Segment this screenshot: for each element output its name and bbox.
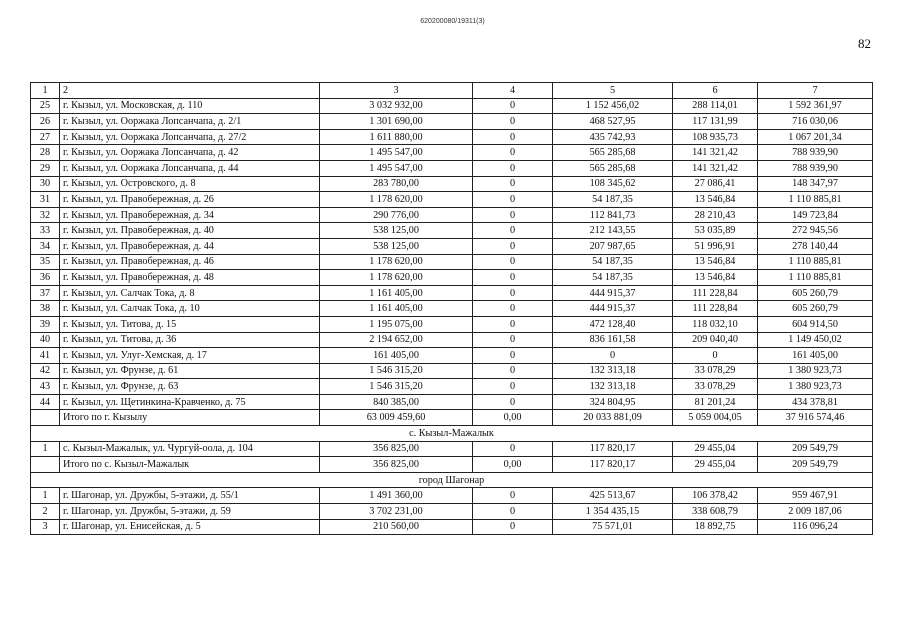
address-cell: Итого по г. Кызылу bbox=[60, 410, 320, 426]
col7-cell: 1 110 885,81 bbox=[758, 192, 873, 208]
address-cell: г. Кызыл, ул. Ооржака Лопсанчапа, д. 42 bbox=[60, 145, 320, 161]
col6-cell: 33 078,29 bbox=[673, 363, 758, 379]
address-cell: 2 bbox=[60, 83, 320, 99]
row-number-cell: 34 bbox=[31, 238, 60, 254]
table-row bbox=[31, 348, 873, 364]
col3-cell: 1 178 620,00 bbox=[320, 192, 473, 208]
address-cell: г. Шагонар, ул. Дружбы, 5-этажи, д. 59 bbox=[60, 504, 320, 520]
row-number-cell: 31 bbox=[31, 192, 60, 208]
col3-cell: 1 611 880,00 bbox=[320, 129, 473, 145]
table-row bbox=[31, 192, 873, 208]
col4-cell: 0 bbox=[473, 176, 553, 192]
col7-cell: 788 939,90 bbox=[758, 160, 873, 176]
row-number-cell: 26 bbox=[31, 114, 60, 130]
col6-cell: 117 131,99 bbox=[673, 114, 758, 130]
row-number-cell: 36 bbox=[31, 270, 60, 286]
address-cell: г. Шагонар, ул. Енисейская, д. 5 bbox=[60, 519, 320, 535]
col4-cell: 0 bbox=[473, 129, 553, 145]
row-number-cell: 29 bbox=[31, 160, 60, 176]
page-number: 82 bbox=[858, 36, 871, 51]
section-title: город Шагонар bbox=[31, 472, 873, 488]
col3-cell: 538 125,00 bbox=[320, 238, 473, 254]
table-row bbox=[31, 379, 873, 395]
col6-cell: 111 228,84 bbox=[673, 301, 758, 317]
col6-cell: 27 086,41 bbox=[673, 176, 758, 192]
col7-cell: 148 347,97 bbox=[758, 176, 873, 192]
col6-cell: 53 035,89 bbox=[673, 223, 758, 239]
col4-cell: 0 bbox=[473, 98, 553, 114]
row-number-cell: 44 bbox=[31, 394, 60, 410]
col5-cell: 117 820,17 bbox=[553, 457, 673, 473]
row-number-cell: 39 bbox=[31, 316, 60, 332]
row-number-cell: 1 bbox=[31, 83, 60, 99]
col6-cell: 6 bbox=[673, 83, 758, 99]
col7-cell: 1 380 923,73 bbox=[758, 363, 873, 379]
col7-cell: 116 096,24 bbox=[758, 519, 873, 535]
address-cell: г. Кызыл, ул. Правобережная, д. 26 bbox=[60, 192, 320, 208]
col3-cell: 1 495 547,00 bbox=[320, 160, 473, 176]
row-number-cell: 37 bbox=[31, 285, 60, 301]
row-number-cell: 33 bbox=[31, 223, 60, 239]
col6-cell: 13 546,84 bbox=[673, 270, 758, 286]
col6-cell: 111 228,84 bbox=[673, 285, 758, 301]
col5-cell: 54 187,35 bbox=[553, 254, 673, 270]
col5-cell: 836 161,58 bbox=[553, 332, 673, 348]
address-cell: г. Кызыл, ул. Титова, д. 36 bbox=[60, 332, 320, 348]
col6-cell: 28 210,43 bbox=[673, 207, 758, 223]
table-row bbox=[31, 504, 873, 520]
col3-cell: 2 194 652,00 bbox=[320, 332, 473, 348]
col6-cell: 108 935,73 bbox=[673, 129, 758, 145]
document-code: 620200080/19311(3) bbox=[420, 18, 485, 25]
table-row bbox=[31, 488, 873, 504]
row-number-cell: 3 bbox=[31, 519, 60, 535]
address-cell: г. Шагонар, ул. Дружбы, 5-этажи, д. 55/1 bbox=[60, 488, 320, 504]
col6-cell: 118 032,10 bbox=[673, 316, 758, 332]
col7-cell: 7 bbox=[758, 83, 873, 99]
col3-cell: 1 178 620,00 bbox=[320, 254, 473, 270]
row-number-cell: 35 bbox=[31, 254, 60, 270]
col5-cell: 54 187,35 bbox=[553, 192, 673, 208]
col6-cell: 29 455,04 bbox=[673, 441, 758, 457]
address-cell: с. Кызыл-Мажалык, ул. Чургуй-оола, д. 104 bbox=[60, 441, 320, 457]
col5-cell: 212 143,55 bbox=[553, 223, 673, 239]
col7-cell: 1 067 201,34 bbox=[758, 129, 873, 145]
address-cell: г. Кызыл, ул. Московская, д. 110 bbox=[60, 98, 320, 114]
row-number-cell: 28 bbox=[31, 145, 60, 161]
address-cell: г. Кызыл, ул. Салчак Тока, д. 8 bbox=[60, 285, 320, 301]
col7-cell: 605 260,79 bbox=[758, 301, 873, 317]
col4-cell: 4 bbox=[473, 83, 553, 99]
col5-cell: 565 285,68 bbox=[553, 145, 673, 161]
col7-cell: 149 723,84 bbox=[758, 207, 873, 223]
col6-cell: 33 078,29 bbox=[673, 379, 758, 395]
col7-cell: 209 549,79 bbox=[758, 441, 873, 457]
col6-cell: 141 321,42 bbox=[673, 160, 758, 176]
col3-cell: 538 125,00 bbox=[320, 223, 473, 239]
col6-cell: 5 059 004,05 bbox=[673, 410, 758, 426]
col6-cell: 288 114,01 bbox=[673, 98, 758, 114]
col5-cell: 108 345,62 bbox=[553, 176, 673, 192]
col4-cell: 0 bbox=[473, 160, 553, 176]
col6-cell: 141 321,42 bbox=[673, 145, 758, 161]
address-cell: Итого по с. Кызыл-Мажалык bbox=[60, 457, 320, 473]
table-row bbox=[31, 316, 873, 332]
col3-cell: 1 178 620,00 bbox=[320, 270, 473, 286]
col5-cell: 472 128,40 bbox=[553, 316, 673, 332]
row-number-cell: 32 bbox=[31, 207, 60, 223]
col3-cell: 3 702 231,00 bbox=[320, 504, 473, 520]
register-table-body bbox=[31, 83, 873, 535]
col7-cell: 1 110 885,81 bbox=[758, 270, 873, 286]
address-cell: г. Кызыл, ул. Щетинкина-Кравченко, д. 75 bbox=[60, 394, 320, 410]
table-row bbox=[31, 145, 873, 161]
address-cell: г. Кызыл, ул. Салчак Тока, д. 10 bbox=[60, 301, 320, 317]
table-row bbox=[31, 98, 873, 114]
col4-cell: 0 bbox=[473, 441, 553, 457]
col6-cell: 81 201,24 bbox=[673, 394, 758, 410]
col3-cell: 1 301 690,00 bbox=[320, 114, 473, 130]
col7-cell: 278 140,44 bbox=[758, 238, 873, 254]
col7-cell: 272 945,56 bbox=[758, 223, 873, 239]
col3-cell: 356 825,00 bbox=[320, 441, 473, 457]
col4-cell: 0 bbox=[473, 363, 553, 379]
col4-cell: 0 bbox=[473, 332, 553, 348]
table-row bbox=[31, 270, 873, 286]
col7-cell: 1 110 885,81 bbox=[758, 254, 873, 270]
address-cell: г. Кызыл, ул. Правобережная, д. 48 bbox=[60, 270, 320, 286]
col7-cell: 37 916 574,46 bbox=[758, 410, 873, 426]
col5-cell: 565 285,68 bbox=[553, 160, 673, 176]
section-title: с. Кызыл-Мажалык bbox=[31, 426, 873, 442]
address-cell: г. Кызыл, ул. Правобережная, д. 46 bbox=[60, 254, 320, 270]
col3-cell: 1 161 405,00 bbox=[320, 285, 473, 301]
col4-cell: 0 bbox=[473, 316, 553, 332]
table-row bbox=[31, 332, 873, 348]
row-number-cell: 38 bbox=[31, 301, 60, 317]
col3-cell: 1 195 075,00 bbox=[320, 316, 473, 332]
row-number-cell: 1 bbox=[31, 488, 60, 504]
col5-cell: 425 513,67 bbox=[553, 488, 673, 504]
row-number-cell: 30 bbox=[31, 176, 60, 192]
table-row bbox=[31, 394, 873, 410]
address-cell: г. Кызыл, ул. Ооржака Лопсанчапа, д. 44 bbox=[60, 160, 320, 176]
table-row bbox=[31, 519, 873, 535]
col4-cell: 0 bbox=[473, 114, 553, 130]
row-number-cell: 2 bbox=[31, 504, 60, 520]
row-number-cell: 40 bbox=[31, 332, 60, 348]
col5-cell: 435 742,93 bbox=[553, 129, 673, 145]
col7-cell: 1 380 923,73 bbox=[758, 379, 873, 395]
col5-cell: 0 bbox=[553, 348, 673, 364]
col7-cell: 716 030,06 bbox=[758, 114, 873, 130]
col7-cell: 604 914,50 bbox=[758, 316, 873, 332]
col7-cell: 788 939,90 bbox=[758, 145, 873, 161]
total-row bbox=[31, 457, 873, 473]
table-row bbox=[31, 363, 873, 379]
col3-cell: 161 405,00 bbox=[320, 348, 473, 364]
address-cell: г. Кызыл, ул. Улуг-Хемская, д. 17 bbox=[60, 348, 320, 364]
col7-cell: 1 592 361,97 bbox=[758, 98, 873, 114]
table-row bbox=[31, 238, 873, 254]
col6-cell: 29 455,04 bbox=[673, 457, 758, 473]
row-number-cell: 43 bbox=[31, 379, 60, 395]
total-row bbox=[31, 410, 873, 426]
col6-cell: 106 378,42 bbox=[673, 488, 758, 504]
address-cell: г. Кызыл, ул. Фрунзе, д. 61 bbox=[60, 363, 320, 379]
row-number-cell: 42 bbox=[31, 363, 60, 379]
row-number-cell: 1 bbox=[31, 441, 60, 457]
table-row bbox=[31, 285, 873, 301]
col3-cell: 283 780,00 bbox=[320, 176, 473, 192]
col5-cell: 54 187,35 bbox=[553, 270, 673, 286]
row-number-cell: 27 bbox=[31, 129, 60, 145]
col3-cell: 1 495 547,00 bbox=[320, 145, 473, 161]
table-row bbox=[31, 301, 873, 317]
col4-cell: 0 bbox=[473, 254, 553, 270]
col7-cell: 959 467,91 bbox=[758, 488, 873, 504]
col4-cell: 0 bbox=[473, 379, 553, 395]
col3-cell: 3 bbox=[320, 83, 473, 99]
row-number-cell: 41 bbox=[31, 348, 60, 364]
address-cell: г. Кызыл, ул. Правобережная, д. 40 bbox=[60, 223, 320, 239]
col4-cell: 0 bbox=[473, 270, 553, 286]
col5-cell: 1 354 435,15 bbox=[553, 504, 673, 520]
table-row bbox=[31, 441, 873, 457]
col5-cell: 112 841,73 bbox=[553, 207, 673, 223]
col4-cell: 0 bbox=[473, 192, 553, 208]
col5-cell: 468 527,95 bbox=[553, 114, 673, 130]
col4-cell: 0,00 bbox=[473, 457, 553, 473]
col3-cell: 1 546 315,20 bbox=[320, 363, 473, 379]
col4-cell: 0 bbox=[473, 238, 553, 254]
col3-cell: 3 032 932,00 bbox=[320, 98, 473, 114]
col3-cell: 1 161 405,00 bbox=[320, 301, 473, 317]
col5-cell: 117 820,17 bbox=[553, 441, 673, 457]
col6-cell: 13 546,84 bbox=[673, 192, 758, 208]
address-cell: г. Кызыл, ул. Ооржака Лопсанчапа, д. 27/2 bbox=[60, 129, 320, 145]
col5-cell: 132 313,18 bbox=[553, 379, 673, 395]
col6-cell: 13 546,84 bbox=[673, 254, 758, 270]
col3-cell: 210 560,00 bbox=[320, 519, 473, 535]
address-cell: г. Кызыл, ул. Островского, д. 8 bbox=[60, 176, 320, 192]
section-header-row bbox=[31, 472, 873, 488]
col3-cell: 290 776,00 bbox=[320, 207, 473, 223]
col7-cell: 1 149 450,02 bbox=[758, 332, 873, 348]
col5-cell: 132 313,18 bbox=[553, 363, 673, 379]
col6-cell: 0 bbox=[673, 348, 758, 364]
col4-cell: 0 bbox=[473, 223, 553, 239]
col4-cell: 0 bbox=[473, 519, 553, 535]
column-number-header-row bbox=[31, 83, 873, 99]
col4-cell: 0 bbox=[473, 301, 553, 317]
col6-cell: 18 892,75 bbox=[673, 519, 758, 535]
col4-cell: 0 bbox=[473, 145, 553, 161]
register-table bbox=[30, 82, 873, 535]
col5-cell: 324 804,95 bbox=[553, 394, 673, 410]
col3-cell: 356 825,00 bbox=[320, 457, 473, 473]
row-number-cell bbox=[31, 457, 60, 473]
col3-cell: 840 385,00 bbox=[320, 394, 473, 410]
col5-cell: 75 571,01 bbox=[553, 519, 673, 535]
col6-cell: 51 996,91 bbox=[673, 238, 758, 254]
col3-cell: 1 546 315,20 bbox=[320, 379, 473, 395]
address-cell: г. Кызыл, ул. Ооржака Лопсанчапа, д. 2/1 bbox=[60, 114, 320, 130]
col7-cell: 209 549,79 bbox=[758, 457, 873, 473]
col4-cell: 0 bbox=[473, 348, 553, 364]
table-row bbox=[31, 129, 873, 145]
col5-cell: 1 152 456,02 bbox=[553, 98, 673, 114]
col7-cell: 605 260,79 bbox=[758, 285, 873, 301]
row-number-cell bbox=[31, 410, 60, 426]
col4-cell: 0 bbox=[473, 504, 553, 520]
address-cell: г. Кызыл, ул. Правобережная, д. 34 bbox=[60, 207, 320, 223]
col4-cell: 0 bbox=[473, 207, 553, 223]
col7-cell: 434 378,81 bbox=[758, 394, 873, 410]
col5-cell: 444 915,37 bbox=[553, 285, 673, 301]
col3-cell: 1 491 360,00 bbox=[320, 488, 473, 504]
col6-cell: 209 040,40 bbox=[673, 332, 758, 348]
address-cell: г. Кызыл, ул. Фрунзе, д. 63 bbox=[60, 379, 320, 395]
col5-cell: 444 915,37 bbox=[553, 301, 673, 317]
col7-cell: 161 405,00 bbox=[758, 348, 873, 364]
col7-cell: 2 009 187,06 bbox=[758, 504, 873, 520]
col3-cell: 63 009 459,60 bbox=[320, 410, 473, 426]
table-row bbox=[31, 254, 873, 270]
table-row bbox=[31, 207, 873, 223]
address-cell: г. Кызыл, ул. Титова, д. 15 bbox=[60, 316, 320, 332]
col4-cell: 0 bbox=[473, 285, 553, 301]
table-row bbox=[31, 114, 873, 130]
col6-cell: 338 608,79 bbox=[673, 504, 758, 520]
col5-cell: 207 987,65 bbox=[553, 238, 673, 254]
col4-cell: 0 bbox=[473, 394, 553, 410]
address-cell: г. Кызыл, ул. Правобережная, д. 44 bbox=[60, 238, 320, 254]
col5-cell: 20 033 881,09 bbox=[553, 410, 673, 426]
col4-cell: 0 bbox=[473, 488, 553, 504]
table-row bbox=[31, 176, 873, 192]
table-row bbox=[31, 223, 873, 239]
col4-cell: 0,00 bbox=[473, 410, 553, 426]
section-header-row bbox=[31, 426, 873, 442]
row-number-cell: 25 bbox=[31, 98, 60, 114]
table-row bbox=[31, 160, 873, 176]
col5-cell: 5 bbox=[553, 83, 673, 99]
